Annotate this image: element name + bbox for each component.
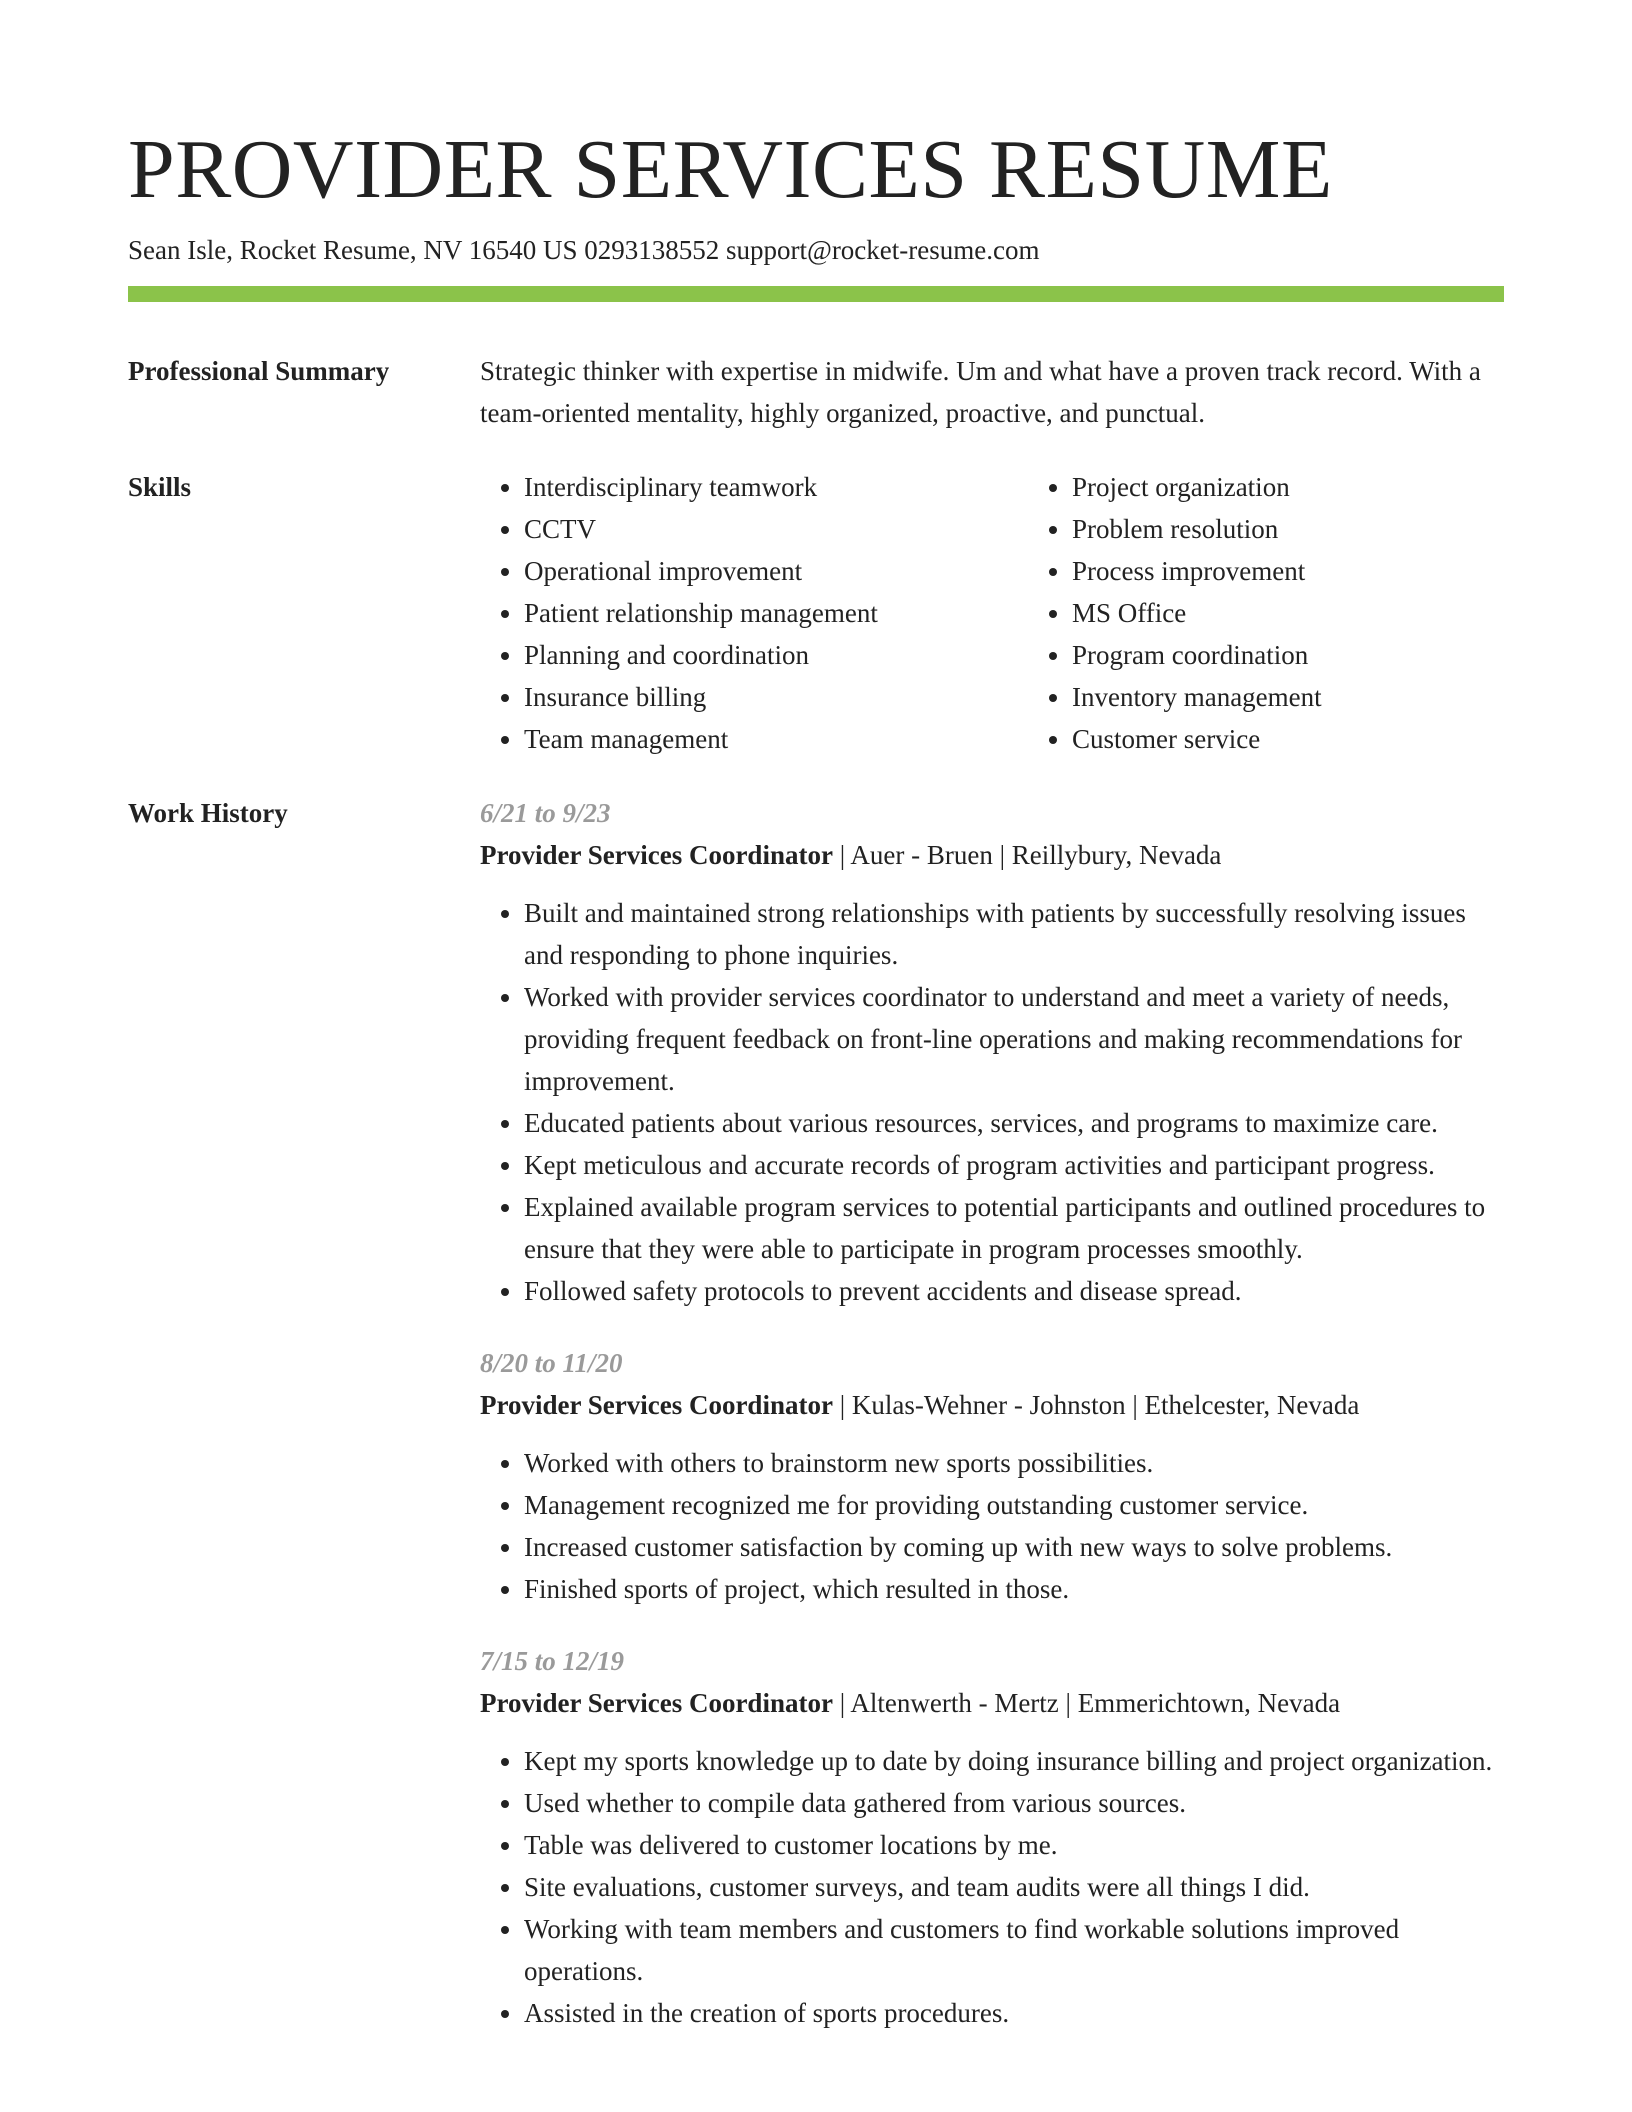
job-title: Provider Services Coordinator — [480, 1390, 833, 1420]
skill-item: • Operational improvement — [524, 550, 984, 592]
job-heading — [480, 1384, 1504, 1426]
skill-item: • Interdisciplinary teamwork — [524, 466, 984, 508]
summary-label: Professional Summary — [128, 356, 390, 386]
skill-item: • Insurance billing — [524, 676, 984, 718]
job-bullet: • Explained available program services to potential participants and outlined procedures to ensure that they were able to participate in program processes smoothly. — [524, 1186, 1504, 1270]
job-dates: 6/21 to 9/23 — [480, 798, 611, 828]
accent-divider — [128, 286, 1504, 302]
job-heading — [480, 834, 1504, 876]
job-dates: 8/20 to 11/20 — [480, 1348, 623, 1378]
job-bullet: • Increased customer satisfaction by coming up with new ways to solve problems. — [524, 1526, 1504, 1568]
job-bullets — [480, 1442, 1504, 1610]
job-entry — [480, 1640, 1504, 2034]
job-bullet: • Built and maintained strong relationships with patients by successfully resolving issues and responding to phone inquiries. — [524, 892, 1504, 976]
work-history-body — [480, 792, 1504, 2064]
job-bullet: • Table was delivered to customer locations by me. — [524, 1824, 1504, 1866]
skill-item: • Customer service — [1072, 718, 1532, 760]
skill-item: • MS Office — [1072, 592, 1532, 634]
skill-item: • Program coordination — [1072, 634, 1532, 676]
skill-item: • Project organization — [1072, 466, 1532, 508]
job-bullet: • Management recognized me for providing outstanding customer service. — [524, 1484, 1504, 1526]
skill-item: • Process improvement — [1072, 550, 1532, 592]
job-bullet: • Assisted in the creation of sports procedures. — [524, 1992, 1504, 2034]
job-bullets — [480, 1740, 1504, 2034]
skill-item: • Team management — [524, 718, 984, 760]
job-employer-location: | Altenwerth - Mertz | Emmerichtown, Nevada — [832, 1688, 1341, 1718]
job-entry — [480, 792, 1504, 1312]
job-bullet: • Site evaluations, customer surveys, and team audits were all things I did. — [524, 1866, 1504, 1908]
skills-column-1 — [480, 466, 984, 760]
skills-column-2 — [1028, 466, 1532, 760]
summary-body — [480, 350, 1504, 434]
job-bullet: • Kept my sports knowledge up to date by doing insurance billing and project organization. — [524, 1740, 1504, 1782]
resume-title: PROVIDER SERVICES RESUME — [128, 123, 1333, 216]
job-employer-location: | Kulas-Wehner - Johnston | Ethelcester, Nevada — [832, 1390, 1360, 1420]
job-title: Provider Services Coordinator — [480, 840, 833, 870]
job-employer-location: | Auer - Bruen | Reillybury, Nevada — [832, 840, 1222, 870]
job-title: Provider Services Coordinator — [480, 1688, 833, 1718]
job-bullet: • Used whether to compile data gathered from various sources. — [524, 1782, 1504, 1824]
skill-item: • Inventory management — [1072, 676, 1532, 718]
job-bullet: • Worked with others to brainstorm new sports possibilities. — [524, 1442, 1504, 1484]
job-heading — [480, 1682, 1504, 1724]
job-bullets — [480, 892, 1504, 1312]
job-bullet: • Followed safety protocols to prevent accidents and disease spread. — [524, 1270, 1504, 1312]
job-bullet: • Educated patients about various resources, services, and programs to maximize care. — [524, 1102, 1504, 1144]
job-bullet: • Working with team members and customers to find workable solutions improved operations. — [524, 1908, 1504, 1992]
skills-label: Skills — [128, 472, 192, 502]
skill-item: • CCTV — [524, 508, 984, 550]
job-bullet: • Finished sports of project, which resulted in those. — [524, 1568, 1504, 1610]
skills-body — [480, 466, 1504, 760]
skills-columns — [480, 466, 1504, 760]
summary-text: Strategic thinker with expertise in midwife. Um and what have a proven track record. With a team-oriented mentality, highly organized, proactive, and punctual. — [480, 356, 1481, 428]
work-history-label: Work History — [128, 798, 288, 828]
job-bullet: • Worked with provider services coordinator to understand and meet a variety of needs, providing frequent feedback on front-line operations and making recommendations for improvement. — [524, 976, 1504, 1102]
contact-line: Sean Isle, Rocket Resume, NV 16540 US 0293138552 support@rocket-resume.com — [128, 235, 1040, 265]
job-bullet: • Kept meticulous and accurate records of program activities and participant progress. — [524, 1144, 1504, 1186]
skill-item: • Problem resolution — [1072, 508, 1532, 550]
skill-item: • Patient relationship management — [524, 592, 984, 634]
job-dates: 7/15 to 12/19 — [480, 1646, 625, 1676]
job-entry — [480, 1342, 1504, 1610]
skill-item: • Planning and coordination — [524, 634, 984, 676]
